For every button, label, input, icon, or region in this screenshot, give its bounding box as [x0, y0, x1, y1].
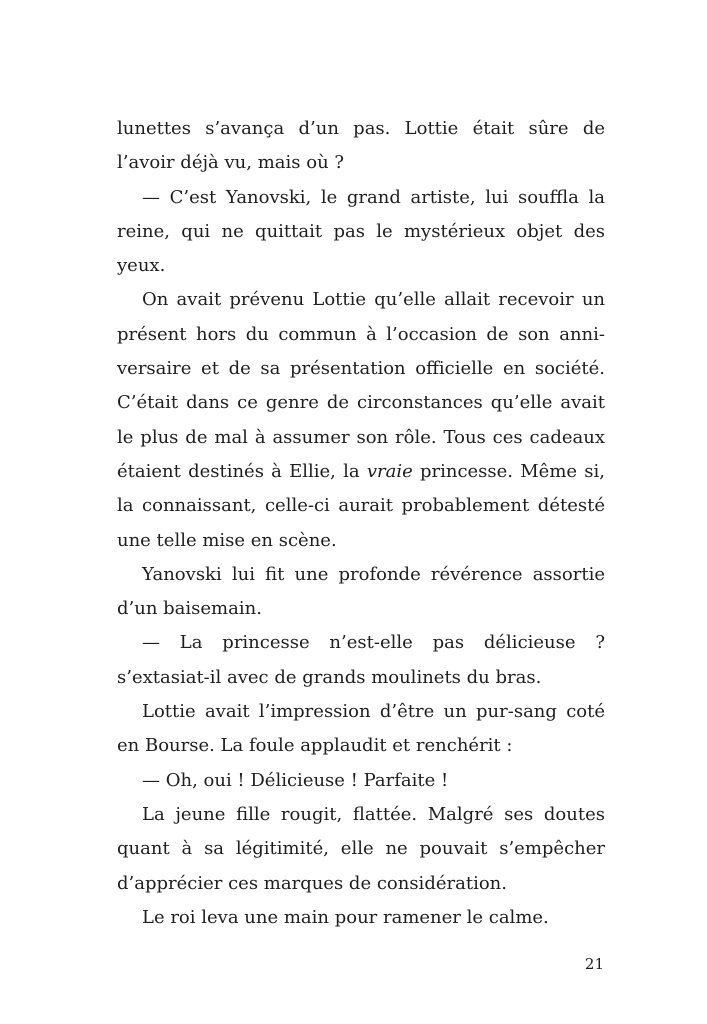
paragraph-roi: Le roi leva une main pour ramener le calme. [142, 906, 549, 928]
paragraph-dialogue-foule: — Oh, oui ! Délicieuse ! Parfaite ! [142, 769, 449, 791]
body-text [117, 112, 605, 935]
paragraph-present-text: On avait prévenu Lottie qu’elle allait recevoir un présent hors du commun à l’occasion de son anniversaire et de sa présentation officielle en société. C’était dans ce genre de circonstances qu’elle avait le plus de mal à assumer son rôle. Tous ces cadeaux étaient destinés à Ellie, la [117, 289, 605, 482]
paragraph-present [117, 283, 605, 557]
paragraph-dialogue-reine: — C’est Yanovski, le grand artiste, lui souffla la reine, qui ne quittait pas le mystérieux objet des yeux. [117, 186, 605, 277]
paragraph-pur-sang: Lottie avait l’impression d’être un pur-sang coté en Bourse. La foule applaudit et renchérit : [117, 701, 605, 757]
paragraph-dialogue-princesse: — La princesse n’est-elle pas délicieuse ? s’extasiat-il avec de grands moulinets du bras. [117, 632, 605, 688]
paragraph-rougit: La jeune fille rougit, flattée. Malgré ses doutes quant à sa légitimité, elle ne pouvait s’empêcher d’apprécier ces marques de considération. [117, 803, 605, 894]
page-number: 21 [584, 955, 604, 973]
paragraph-continuation: lunettes s’avança d’un pas. Lottie était sûre de l’avoir déjà vu, mais où ? [117, 118, 605, 174]
emphasis-vraie: vraie [366, 460, 413, 482]
paragraph-present-text-end: princesse. Même si, la connaissant, celle-ci aurait probablement détesté une telle mise en scène. [117, 460, 605, 551]
paragraph-yanovski: Yanovski lui fit une profonde révérence assortie d’un baisemain. [117, 563, 605, 620]
